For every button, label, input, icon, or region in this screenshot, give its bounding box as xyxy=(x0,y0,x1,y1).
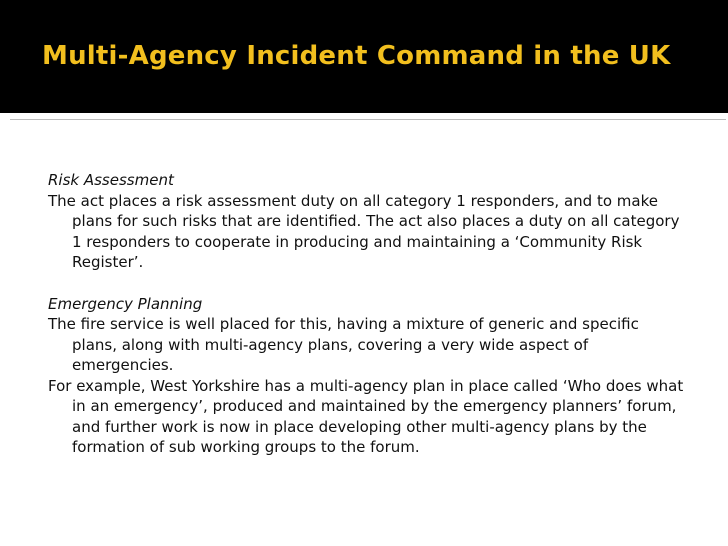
section-gap xyxy=(48,273,688,294)
risk-assessment-heading: Risk Assessment xyxy=(48,171,174,189)
emergency-planning-body-1: The fire service is well placed for this, having a mixture of generic and specific plans, along with multi-agency plans, covering a very wide aspect of emergencies. xyxy=(48,315,639,374)
slide-content xyxy=(48,170,688,458)
emergency-planning-body-2: For example, West Yorkshire has a multi-agency plan in place called ‘Who does what in an emergency’, produced and maintained by the emergency planners’ forum, and further work is now in place developing other multi-agency plans by the formation of sub working groups to the forum. xyxy=(48,376,684,456)
risk-assessment-body: The act places a risk assessment duty on all category 1 responders, and to make plans for such risks that are identified. The act also places a duty on all category 1 responders to cooperate in producing and maintaining a ‘Community Risk Register’. xyxy=(48,191,680,271)
slide-title: Multi-Agency Incident Command in the UK xyxy=(42,41,671,71)
emergency-planning-heading: Emergency Planning xyxy=(48,294,203,313)
title-divider xyxy=(10,119,726,120)
title-bar xyxy=(0,0,728,113)
